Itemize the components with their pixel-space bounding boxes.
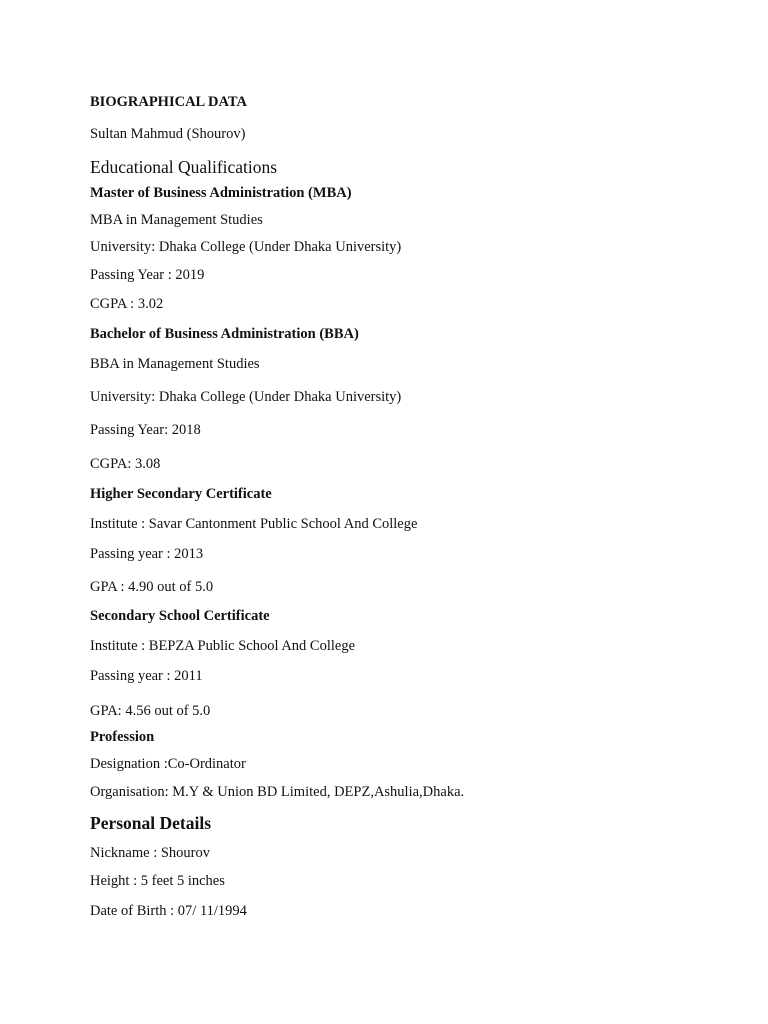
mba-program: MBA in Management Studies	[90, 212, 263, 228]
height: Height : 5 feet 5 inches	[90, 873, 225, 889]
organisation: Organisation: M.Y & Union BD Limited, DEPZ,Ashulia,Dhaka.	[90, 784, 465, 800]
hsc-gpa: GPA : 4.90 out of 5.0	[90, 579, 214, 595]
bba-university: University: Dhaka College (Under Dhaka University)	[90, 389, 402, 405]
hsc-title: Higher Secondary Certificate	[90, 486, 272, 502]
personal-heading: Personal Details	[90, 813, 212, 833]
ssc-title: Secondary School Certificate	[90, 608, 270, 624]
ssc-institute: Institute : BEPZA Public School And College	[90, 638, 356, 654]
education-heading: Educational Qualifications	[90, 157, 278, 177]
bba-year: Passing Year: 2018	[90, 422, 201, 438]
nickname: Nickname : Shourov	[90, 845, 211, 861]
ssc-gpa: GPA: 4.56 out of 5.0	[90, 703, 211, 719]
person-name: Sultan Mahmud (Shourov)	[90, 126, 246, 142]
mba-cgpa: CGPA : 3.02	[90, 296, 164, 312]
hsc-year: Passing year : 2013	[90, 546, 204, 562]
mba-year: Passing Year : 2019	[90, 267, 205, 283]
bba-program: BBA in Management Studies	[90, 356, 260, 372]
profession-heading: Profession	[90, 729, 155, 745]
bba-title: Bachelor of Business Administration (BBA)	[90, 326, 359, 342]
mba-university: University: Dhaka College (Under Dhaka University)	[90, 239, 402, 255]
bba-cgpa: CGPA: 3.08	[90, 456, 161, 472]
mba-title: Master of Business Administration (MBA)	[90, 185, 352, 201]
document-title: BIOGRAPHICAL DATA	[90, 94, 247, 110]
hsc-institute: Institute : Savar Cantonment Public School And College	[90, 516, 418, 532]
ssc-year: Passing year : 2011	[90, 668, 203, 684]
date-of-birth: Date of Birth : 07/ 11/1994	[90, 903, 247, 919]
designation: Designation :Co-Ordinator	[90, 756, 246, 772]
